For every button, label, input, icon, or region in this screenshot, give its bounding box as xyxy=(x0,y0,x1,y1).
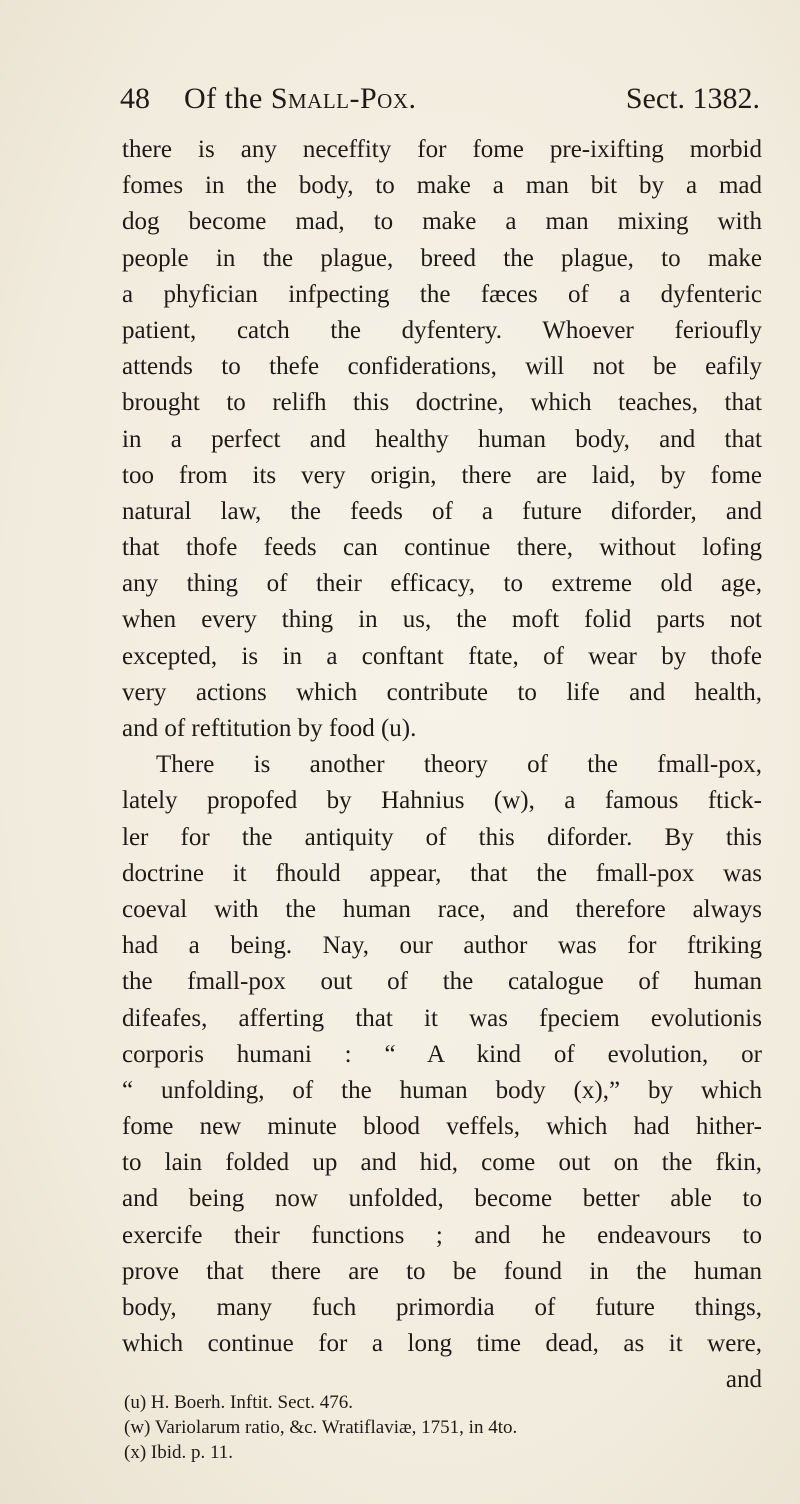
text-line: the fmall-pox out of the catalogue of human xyxy=(122,968,762,996)
text-line: to lain folded up and hid, come out on the fkin, xyxy=(122,1149,762,1177)
text-line: when every thing in us, the moft folid parts not xyxy=(122,606,762,634)
text-line: had a being. Nay, our author was for ftriking xyxy=(122,932,762,960)
text-line: difeafes, afferting that it was fpeciem evolutionis xyxy=(122,1004,762,1032)
footnote: (u) H. Boerh. Inftit. Sect. 476. xyxy=(124,1392,354,1413)
text-line: and of reftitution by food (u). xyxy=(122,715,417,742)
text-line: and being now unfolded, become better able to xyxy=(122,1185,762,1213)
text-line: corporis humani : “ A kind of evolution, or xyxy=(122,1040,762,1068)
text-line: in a perfect and healthy human body, and that xyxy=(122,425,762,453)
text-line: there is any neceffity for fome pre-ixifting morbid xyxy=(122,136,762,163)
text-line: that thofe feeds can continue there, without lofing xyxy=(122,534,762,562)
running-title xyxy=(184,76,417,122)
text-line: very actions which contribute to life and health, xyxy=(122,678,762,706)
text-line: excepted, is in a conftant ftate, of wear by thofe xyxy=(122,642,762,670)
text-line: any thing of their efficacy, to extreme old age, xyxy=(122,570,762,598)
text-line: doctrine it fhould appear, that the fmall-pox was xyxy=(122,859,762,887)
text-line: prove that there are to be found in the human xyxy=(122,1257,762,1285)
text-line: fome new minute blood veffels, which had hither- xyxy=(122,1113,762,1141)
text-line: coeval with the human race, and therefore always xyxy=(122,895,762,923)
text-line: lately propofed by Hahnius (w), a famous ftick- xyxy=(122,787,762,815)
catchword: and xyxy=(725,1366,762,1394)
footnotes xyxy=(124,1390,724,1465)
text-line: ler for the antiquity of this diforder. By this xyxy=(122,823,762,851)
text-line: too from its very origin, there are laid, by fome xyxy=(122,461,762,489)
footnote: (x) Ibid. p. 11. xyxy=(124,1442,234,1463)
running-header xyxy=(120,76,760,122)
text-line: brought to relifh this doctrine, which teaches, that xyxy=(122,389,762,417)
text-line: people in the plague, breed the plague, to make xyxy=(122,244,762,272)
text-line: dog become mad, to make a man mixing with xyxy=(122,208,762,236)
section-reference: Sect. 1382. xyxy=(625,82,760,115)
footnote: (w) Variolarum ratio, &c. Wratiflaviæ, 1751, in 4to. xyxy=(124,1417,518,1438)
text-line: attends to thefe confiderations, will not be eafily xyxy=(122,353,762,381)
text-line: exercife their functions ; and he endeavours to xyxy=(122,1221,762,1249)
text-line: a phyfician infpecting the fæces of a dyfenteric xyxy=(122,280,762,308)
text-line: natural law, the feeds of a future diforder, and xyxy=(122,497,762,525)
text-line: “ unfolding, of the human body (x),” by which xyxy=(122,1076,762,1104)
running-title-prefix: Of the xyxy=(184,82,263,115)
page-number: 48 xyxy=(120,82,150,115)
body-text xyxy=(122,132,762,1399)
text-line: body, many fuch primordia of future things, xyxy=(122,1294,762,1321)
text-line: There is another theory of the fmall-pox, xyxy=(156,751,762,779)
text-line: which continue for a long time dead, as it were, xyxy=(122,1330,762,1358)
text-line: fomes in the body, to make a man bit by a mad xyxy=(122,172,762,200)
text-line: patient, catch the dyfentery. Whoever ferioufly xyxy=(122,316,762,344)
running-title-caps: Small-Pox. xyxy=(270,82,417,115)
